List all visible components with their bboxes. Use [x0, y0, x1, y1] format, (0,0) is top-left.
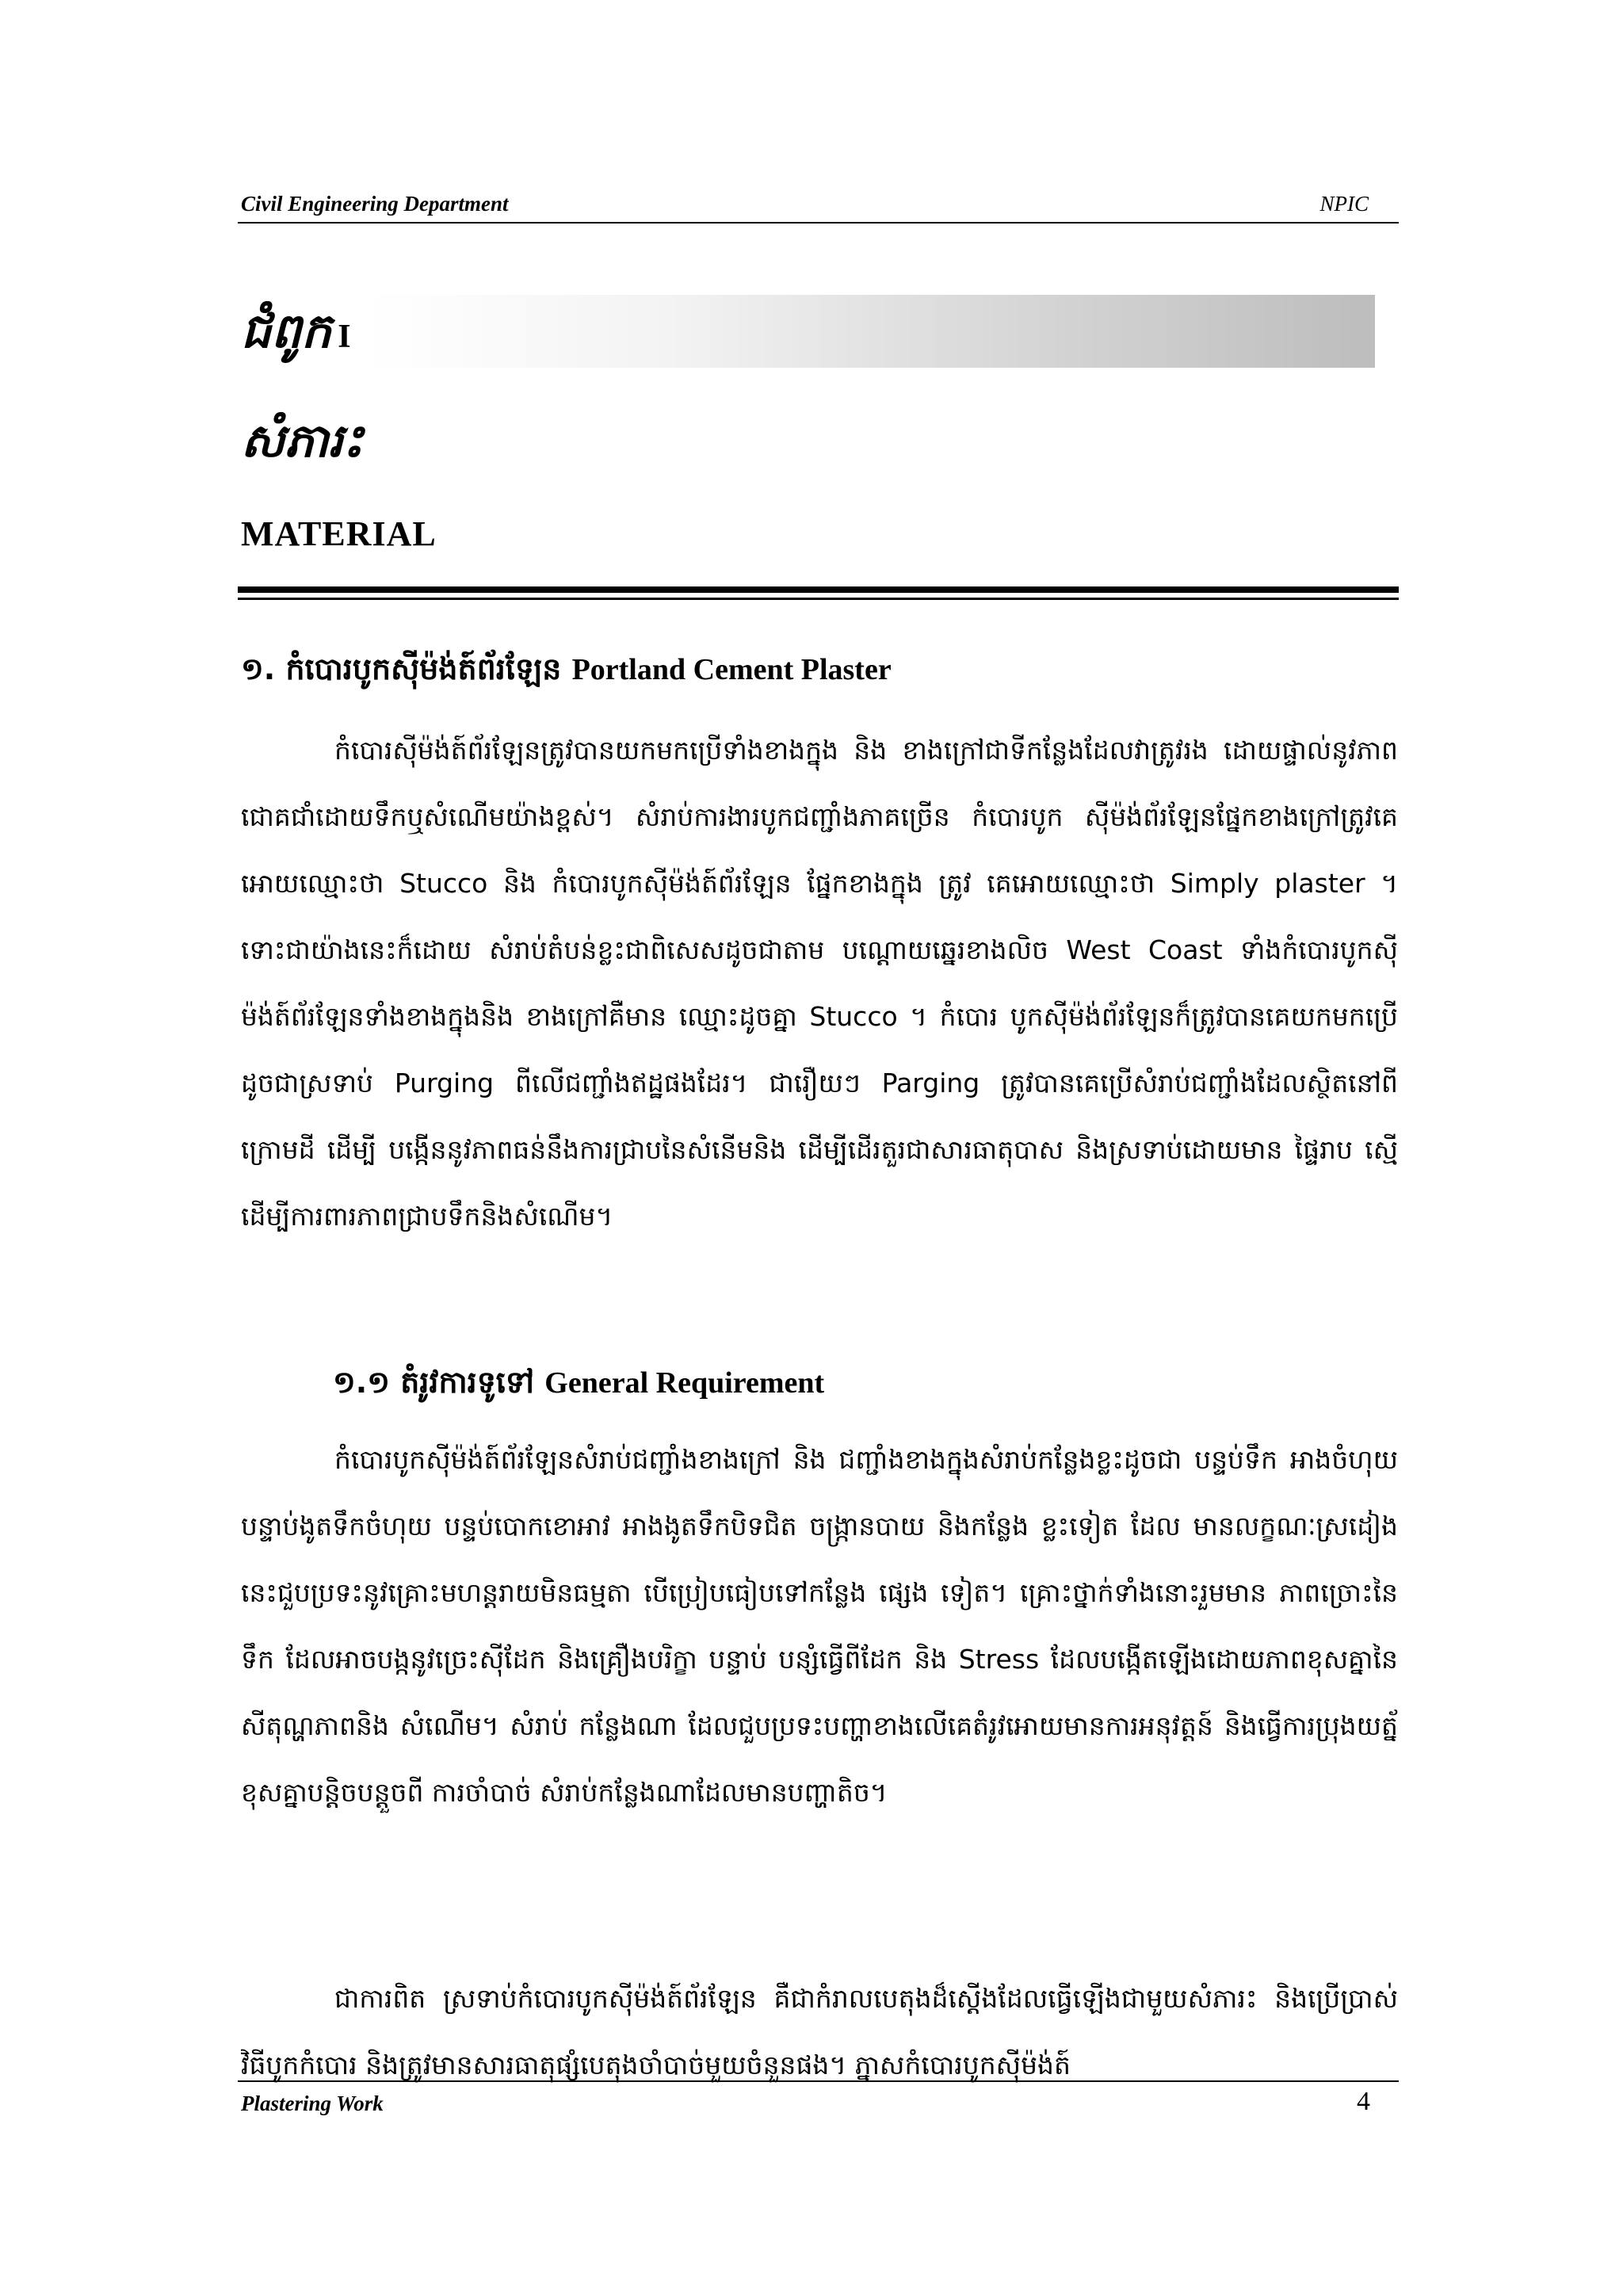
chapter-word: ជំពូក: [241, 304, 332, 359]
section-title-kh: កំបោរបូកស៊ីម៉ង់ត៍ព័រឡែន: [285, 651, 562, 686]
section-heading: [241, 650, 892, 694]
section-number: ១.: [241, 651, 276, 686]
title-rule-thick: [238, 586, 1399, 593]
page-number: 4: [1357, 2087, 1370, 2116]
chapter-gradient-bar: [369, 295, 1375, 368]
subject-title: សំភារះ: [241, 414, 364, 468]
chapter-label: [241, 301, 351, 371]
chapter-banner: [238, 295, 1375, 368]
material-title: MATERIAL: [241, 514, 437, 553]
subsection-title-kh: តំរូវការទូទៅ: [400, 1365, 535, 1400]
page-footer: [238, 2080, 1399, 2130]
header-institution: NPIC: [1319, 192, 1369, 216]
subsection-number: ១.១: [333, 1365, 390, 1400]
paragraph-general-requirement: កំបោរបូកស៊ីម៉ង់ត៍ព័រឡែនសំរាប់ជញ្ជាំងខាងក្រៅ និង ជញ្ជាំងខាងក្នុងសំរាប់កន្លែងខ្លះដូចជា បន្ទប់ទឹក អាងចំហុយ បន្ទាប់ងូតទឹកចំហុយ បន្ទប់បោកខោអាវ អាងងូតទឹកបិទជិត ចង្ក្រានបាយ និងកន្លែង ខ្លះទៀត ដែល មានលក្ខណៈស្រដៀងនេះជួបប្រទះនូវគ្រោះមហន្តរាយមិនធម្មតា បើប្រៀបធៀបទៅកន្លែង ផ្សេង ទៀត។ គ្រោះថ្នាក់ទាំងនោះរួមមាន ភាពច្រោះនៃទឹក ដែលអាចបង្កនូវច្រេះស៊ីដែក និងគ្រឿងបរិក្ខា បន្ទាប់ បន្សំធ្វើពីដែក និង Stress ដែលបង្កើតឡើងដោយភាពខុសគ្នានៃសីតុណ្ហភាពនិង សំណើម។ សំរាប់ កន្លែងណា ដែលជួបប្រទះបញ្ហាខាងលើគេតំរូវអោយមានការអនុវត្តន៍ និងធ្វើការប្រុងយត្ន័ខុសគ្នាបន្តិចបន្តួចពី ការចាំបាច់ សំរាប់កន្លែងណាដែលមានបញ្ហាតិច។: [241, 1444, 1398, 1808]
subsection-title-en: General Requirement: [544, 1366, 825, 1400]
chapter-number: I: [338, 319, 351, 355]
footer-document-title: Plastering Work: [241, 2092, 384, 2115]
header-department: Civil Engineering Department: [241, 192, 509, 216]
title-rule-thin: [238, 598, 1399, 600]
paragraph-plaster-layer: ជាការពិត ស្រទាប់កំបោរបូកស៊ីម៉ង់ត៍ព័រឡែន គឺជាកំរាលបេតុងដ៏ស្តើងដែលធ្វើឡើងជាមួយសំភារះ និងប្រើប្រាស់វិធីបូកកំបោរ និងត្រូវមានសារធាតុផ្សំបេតុងចាំបាច់មួយចំនួនផង។ ភ្នាសកំបោរបូកស៊ីម៉ង់ត៍: [241, 1983, 1398, 2080]
paragraph-portland-cement-plaster: កំបោរស៊ីម៉ង់ត៍ព័រឡែនត្រូវបានយកមកប្រើទាំងខាងក្នុង និង ខាងក្រៅជាទីកន្លែងដែលវាត្រូវរង ដោយផ្ទាល់នូវភាពជោគជាំដោយទឹកឬសំណើមយ៉ាងខ្ពស់។ សំរាប់ការងារបូកជញ្ជាំងភាគច្រើន កំបោរបូក ស៊ីម៉ង់ព័រឡែនផ្នែកខាងក្រៅត្រូវគេអោយឈ្មោះថា Stucco និង កំបោរបូកស៊ីម៉ង់ត៍ព័រឡែន ផ្នែកខាងក្នុង ត្រូវ គេអោយឈ្មោះថា Simply plaster ។ ទោះជាយ៉ាងនេះក៏ដោយ សំរាប់តំបន់ខ្លះជាពិសេសដូចជាតាម បណ្តោយឆ្នេរខាងលិច West Coast ទាំងកំបោរបូកស៊ីម៉ង់ត៍ព័រឡែនទាំងខាងក្នុងនិង ខាងក្រៅគឺមាន ឈ្មោះដូចគ្នា Stucco ។ កំបោរ បូកស៊ីម៉ង់ព័រឡែនក៏ត្រូវបានគេយកមកប្រើដូចជាស្រទាប់ Purging ពីលើជញ្ជាំងឥដ្ឋផងដែរ។ ជារឿយៗ Parging ត្រូវបានគេប្រើសំរាប់ជញ្ជាំងដែលស្ថិតនៅពីក្រោមដី ដើម្បី បង្កើននូវភាពធន់នឹងការជ្រាបនៃសំនើមនិង ដើម្បីដើរតួរជាសារធាតុបាស និងស្រទាប់ដោយមាន ផ្ទៃរាប ស្មើដើម្បីការពារភាពជ្រាបទឹកនិងសំណើម។: [241, 735, 1398, 1232]
subsection-heading: [333, 1363, 824, 1408]
page-header: [238, 190, 1399, 223]
section-title-en: Portland Cement Plaster: [571, 653, 892, 686]
